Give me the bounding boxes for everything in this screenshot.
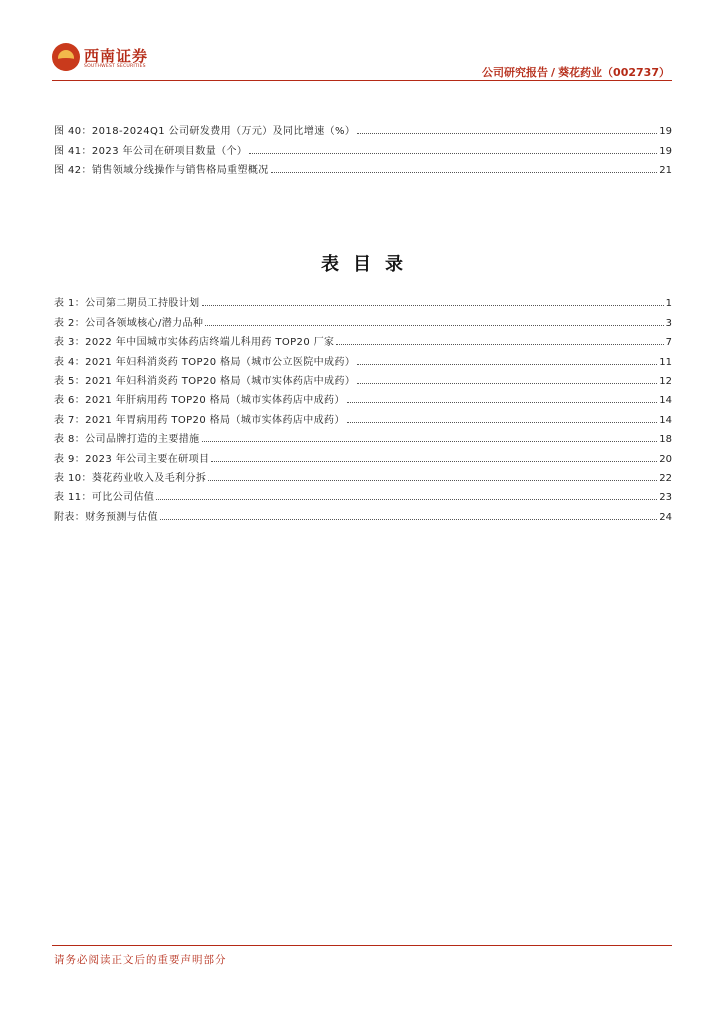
toc-entry-title: 图 41：2023 年公司在研项目数量（个） bbox=[54, 145, 248, 157]
toc-leader-dots bbox=[347, 422, 657, 423]
toc-entry-page: 1 bbox=[665, 298, 672, 310]
header-divider bbox=[52, 80, 672, 81]
toc-entry-table-6[interactable] bbox=[54, 387, 672, 406]
toc-leader-dots bbox=[357, 133, 657, 134]
report-type: 公司研究报告 bbox=[482, 66, 549, 79]
toc-leader-dots bbox=[160, 519, 657, 520]
logo-chinese-name: 西南证券 bbox=[84, 47, 149, 65]
toc-entry-page: 11 bbox=[659, 356, 672, 368]
figure-index-list bbox=[54, 118, 672, 176]
toc-entry-title: 附表：财务预测与估值 bbox=[54, 511, 158, 523]
toc-entry-title: 表 3：2022 年中国城市实体药店终端儿科用药 TOP20 厂家 bbox=[54, 337, 335, 349]
toc-entry-page: 24 bbox=[659, 511, 672, 523]
logo-english-name: SOUTHWEST SECURITIES bbox=[84, 64, 146, 69]
toc-entry-page: 7 bbox=[665, 337, 672, 349]
toc-entry-title: 表 4：2021 年妇科消炎药 TOP20 格局（城市公立医院中成药） bbox=[54, 356, 356, 368]
toc-entry-table-11[interactable] bbox=[54, 484, 672, 503]
toc-entry-title: 表 7：2021 年胃病用药 TOP20 格局（城市实体药店中成药） bbox=[54, 414, 345, 426]
toc-entry-page: 14 bbox=[659, 414, 672, 426]
toc-entry-page: 18 bbox=[659, 434, 672, 446]
logo-emblem-icon bbox=[52, 43, 80, 71]
toc-entry-page: 22 bbox=[659, 472, 672, 484]
toc-entry-table-1[interactable] bbox=[54, 290, 672, 309]
table-index-list bbox=[54, 290, 672, 523]
toc-leader-dots bbox=[249, 153, 657, 154]
toc-entry-title: 表 10：葵花药业收入及毛利分拆 bbox=[54, 472, 207, 484]
toc-entry-title: 图 42：销售领域分线操作与销售格局重塑概况 bbox=[54, 165, 269, 177]
toc-leader-dots bbox=[336, 344, 663, 345]
toc-leader-dots bbox=[202, 305, 664, 306]
toc-entry-figure-40[interactable] bbox=[54, 118, 672, 137]
toc-entry-figure-41[interactable] bbox=[54, 137, 672, 156]
toc-entry-title: 表 11：可比公司估值 bbox=[54, 492, 155, 504]
toc-entry-title: 表 2：公司各领域核心/潜力品种 bbox=[54, 317, 204, 329]
toc-entry-table-2[interactable] bbox=[54, 309, 672, 328]
toc-entry-table-5[interactable] bbox=[54, 368, 672, 387]
toc-leader-dots bbox=[357, 364, 657, 365]
toc-entry-title: 图 40：2018-2024Q1 公司研发费用（万元）及同比增速（%） bbox=[54, 126, 356, 138]
toc-entry-title: 表 5：2021 年妇科消炎药 TOP20 格局（城市实体药店中成药） bbox=[54, 375, 356, 387]
toc-entry-page: 14 bbox=[659, 395, 672, 407]
toc-entry-title: 表 9：2023 年公司主要在研项目 bbox=[54, 453, 210, 465]
toc-entry-figure-42[interactable] bbox=[54, 157, 672, 176]
toc-entry-table-10[interactable] bbox=[54, 465, 672, 484]
toc-leader-dots bbox=[202, 441, 658, 442]
toc-entry-title: 表 8：公司品牌打造的主要措施 bbox=[54, 434, 200, 446]
toc-entry-table-4[interactable] bbox=[54, 348, 672, 367]
table-index-heading: 表目录 bbox=[321, 254, 417, 275]
disclaimer-notice: 请务必阅读正文后的重要声明部分 bbox=[54, 954, 227, 966]
toc-leader-dots bbox=[211, 461, 657, 462]
toc-entry-page: 20 bbox=[659, 453, 672, 465]
toc-entry-page: 19 bbox=[659, 145, 672, 157]
toc-entry-page: 21 bbox=[659, 165, 672, 177]
toc-leader-dots bbox=[271, 172, 658, 173]
toc-entry-page: 3 bbox=[665, 317, 672, 329]
toc-entry-page: 23 bbox=[659, 492, 672, 504]
page-header bbox=[0, 0, 724, 82]
company-logo bbox=[52, 43, 152, 75]
toc-leader-dots bbox=[357, 383, 657, 384]
toc-entry-appendix[interactable] bbox=[54, 503, 672, 522]
toc-entry-table-3[interactable] bbox=[54, 329, 672, 348]
heading-separator: / bbox=[551, 66, 556, 79]
toc-leader-dots bbox=[347, 402, 657, 403]
company-name: 葵花药业（002737） bbox=[558, 66, 670, 79]
report-heading bbox=[482, 64, 670, 80]
toc-entry-page: 19 bbox=[659, 126, 672, 138]
toc-leader-dots bbox=[208, 480, 657, 481]
toc-entry-table-9[interactable] bbox=[54, 445, 672, 464]
toc-leader-dots bbox=[156, 499, 657, 500]
toc-entry-page: 12 bbox=[659, 375, 672, 387]
footer-divider bbox=[52, 945, 672, 946]
toc-entry-title: 表 6：2021 年肝病用药 TOP20 格局（城市实体药店中成药） bbox=[54, 395, 345, 407]
toc-entry-title: 表 1：公司第二期员工持股计划 bbox=[54, 298, 200, 310]
toc-entry-table-7[interactable] bbox=[54, 406, 672, 425]
toc-leader-dots bbox=[205, 325, 663, 326]
toc-entry-table-8[interactable] bbox=[54, 426, 672, 445]
